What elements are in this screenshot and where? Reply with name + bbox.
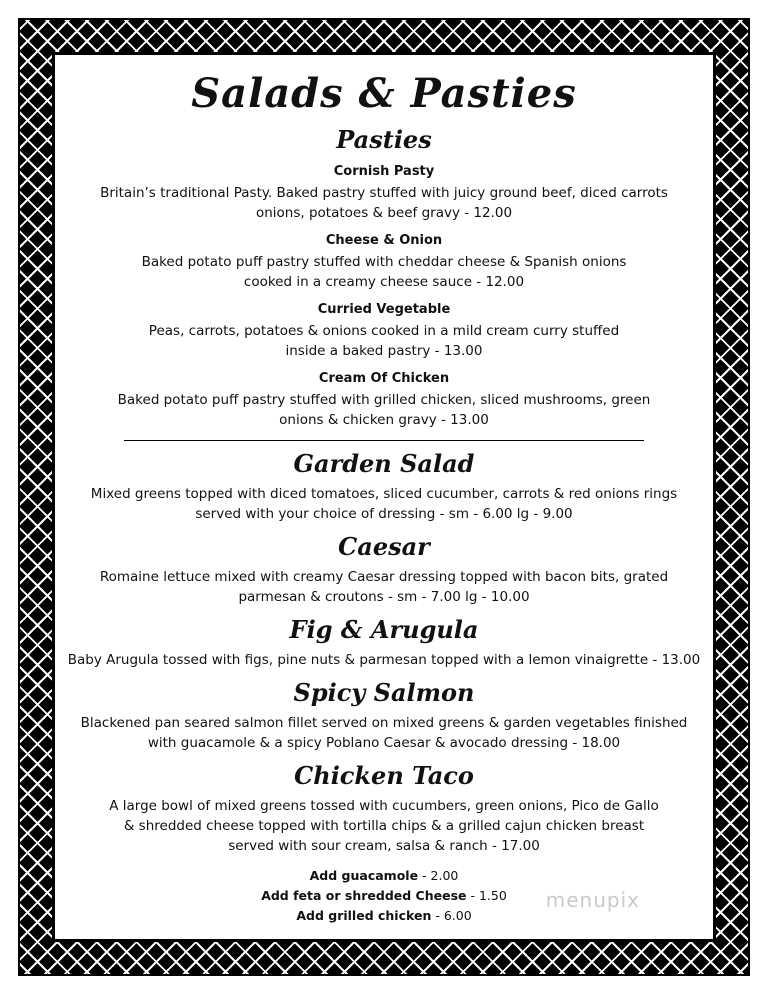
item-desc-line: Britain’s traditional Pasty. Baked pastry stuffed with juicy ground beef, diced carrots [100,185,668,201]
salad-desc-line: served with sour cream, salsa & ranch - 17.00 [228,838,540,854]
item-desc-line: cooked in a creamy cheese sauce - 12.00 [243,274,525,290]
salad-title: Garden Salad [293,449,475,478]
salad-desc-line: Baby Arugula tossed with figs, pine nuts & parmesan topped with a lemon vinaigrette - 13.00 [67,652,701,668]
addon-price: - 6.00 [431,908,472,923]
item-name: Cream Of Chicken [318,371,450,386]
salad-desc-line: Mixed greens topped with diced tomatoes, sliced cucumber, carrots & red onions rings [90,486,678,502]
item-desc-line: Peas, carrots, potatoes & onions cooked in a mild cream curry stuffed [148,323,620,339]
addon-label: Add feta or shredded Cheese [261,888,467,903]
menu-item [60,233,708,292]
item-name: Curried Vegetable [317,302,451,317]
menu-item [60,302,708,361]
salad-desc-line: & shredded cheese topped with tortilla chips & a grilled cajun chicken breast [123,818,645,834]
menu-content [60,60,708,934]
item-desc-line: Baked potato puff pastry stuffed with cheddar cheese & Spanish onions [141,254,627,270]
menu-item [60,164,708,223]
salad-desc-line: Romaine lettuce mixed with creamy Caesar dressing topped with bacon bits, grated [99,569,669,585]
salad-desc-line: served with your choice of dressing - sm - 6.00 lg - 9.00 [195,506,573,522]
item-desc-line: onions & chicken gravy - 13.00 [279,412,489,428]
addon-price: - 2.00 [418,868,459,883]
addon-label: Add grilled chicken [296,908,432,923]
salad-desc-line: Blackened pan seared salmon fillet served on mixed greens & garden vegetables finished [80,715,688,731]
addon-label: Add guacamole [309,868,419,883]
section-divider [124,440,644,441]
item-desc-line: inside a baked pastry - 13.00 [285,343,483,359]
salad-title: Caesar [338,532,430,561]
salad-item [60,449,708,524]
salad-title: Chicken Taco [294,761,474,790]
item-desc-line: onions, potatoes & beef gravy - 12.00 [255,205,513,221]
item-name: Cornish Pasty [333,164,435,179]
addon-price: - 1.50 [466,888,507,903]
salad-desc-line: with guacamole & a spicy Poblano Caesar & avocado dressing - 18.00 [147,735,621,751]
item-desc-line: Baked potato puff pastry stuffed with grilled chicken, sliced mushrooms, green [117,392,651,408]
watermark: menupix [545,888,640,912]
salad-desc-line: parmesan & croutons - sm - 7.00 lg - 10.00 [238,589,530,605]
page-title: Salads & Pasties [191,70,577,117]
item-name: Cheese & Onion [325,233,443,248]
salad-title: Fig & Arugula [289,615,479,644]
section-title-pasties: Pasties [336,125,432,154]
salad-item [60,615,708,670]
salad-item [60,761,708,856]
salad-title: Spicy Salmon [293,678,475,707]
addon-item [60,866,708,886]
menu-item [60,371,708,430]
salad-item [60,678,708,753]
salad-item [60,532,708,607]
salad-desc-line: A large bowl of mixed greens tossed with cucumbers, green onions, Pico de Gallo [109,798,659,814]
